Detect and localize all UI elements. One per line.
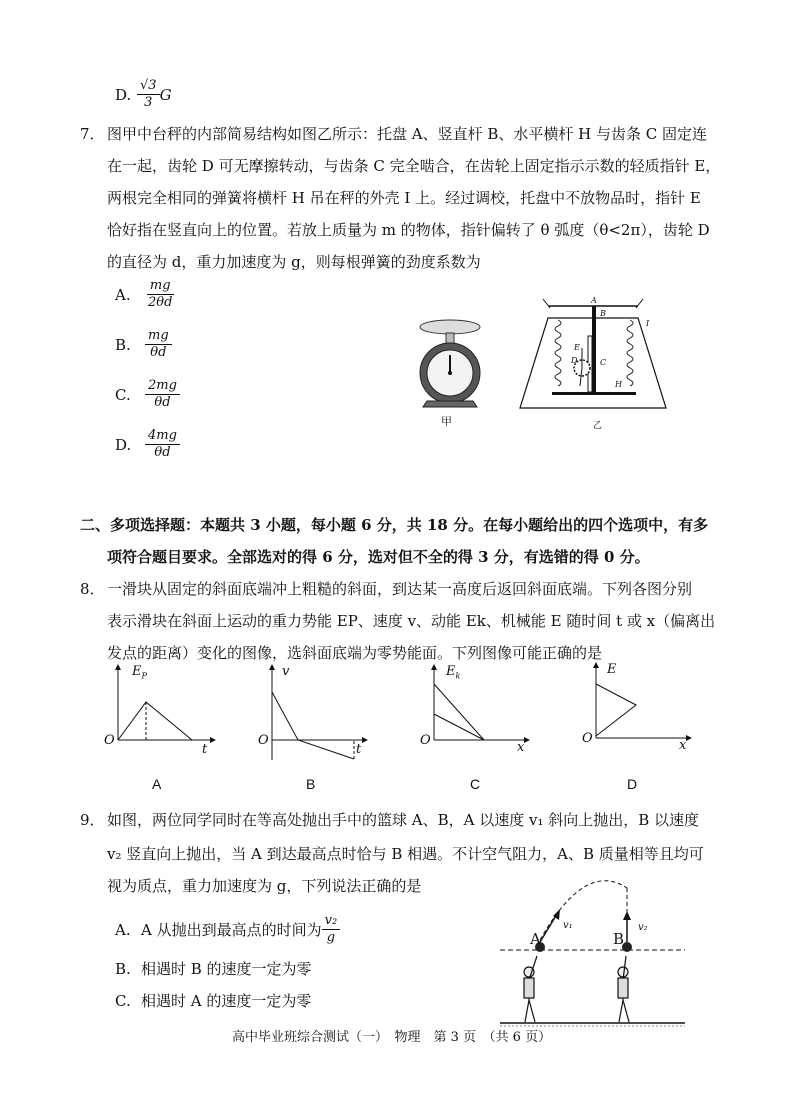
fig-letter-i: I — [646, 319, 650, 328]
graph-a-ylabel — [132, 664, 147, 681]
fig-v1-label: v₁ — [563, 920, 573, 931]
q9-option-b — [115, 958, 312, 979]
fraction-denominator: 3 — [144, 95, 153, 110]
scale-figure-yi — [508, 296, 678, 416]
option-label: C. — [115, 991, 131, 1010]
fraction-numerator: mg — [145, 328, 172, 345]
q7-number: 7． — [80, 125, 105, 143]
fig-letter-b: B — [600, 309, 606, 318]
fraction-denominator: θd — [150, 345, 167, 360]
q9-line-3: 视为质点，重力加速度为 g，下列说法正确的是 — [107, 877, 422, 895]
fig-letter-h: H — [615, 380, 622, 389]
graph-c-ylabel — [446, 664, 460, 681]
fraction-numerator: 4mg — [145, 428, 180, 445]
fig-jia-label: 甲 — [441, 415, 452, 428]
section-2-header-line-2: 项符合题目要求。全部选对的得 6 分，选对但不全的得 3 分，有选错的得 0 分。 — [107, 548, 650, 566]
fraction-numerator: mg — [147, 278, 174, 295]
q9-line-1: 如图，两位同学同时在等高处抛出手中的篮球 A、B，A 以速度 v₁ 斜向上抛出，B 以速度 — [107, 811, 700, 829]
option-label: C. — [115, 385, 131, 404]
q8-line-3: 发点的距离）变化的图像，选斜面底端为零势能面。下列图像可能正确的是 — [107, 644, 603, 662]
section-2-header-line-1: 二、多项选择题：本题共 3 小题，每小题 6 分，共 18 分。在每小题给出的四个选项中，有多 — [80, 516, 709, 534]
q7-option-d — [115, 428, 180, 461]
option-label: B. — [115, 335, 131, 354]
graph-b-origin: O — [258, 733, 269, 748]
fig-letter-e: E — [574, 343, 580, 352]
graph-c-origin: O — [420, 733, 431, 748]
graph-b-xlabel: t — [356, 742, 362, 757]
graph-a-origin: O — [104, 733, 115, 748]
q7-option-c — [115, 378, 180, 411]
fig-v2-label: v₂ — [638, 922, 648, 933]
q8-line-2: 表示滑块在斜面上运动的重力势能 EP、速度 v、动能 Ek、机械能 E 随时间 t 或 x（偏离出 — [107, 612, 716, 630]
q7-line-1: 图甲中台秤的内部简易结构如图乙所示：托盘 A、竖直杆 B、水平横杆 H 与齿条 C 固定连 — [107, 125, 708, 143]
ylabel-sub: k — [455, 671, 461, 681]
graph-d-origin: O — [582, 731, 593, 746]
fraction — [145, 328, 172, 361]
fraction-denominator: θd — [154, 445, 171, 460]
graph-a-caption: A — [152, 776, 162, 792]
graph-d-ylabel: E — [607, 662, 617, 677]
ylabel: E — [132, 664, 142, 679]
graph-b-ylabel: v — [282, 664, 290, 679]
fraction — [145, 278, 175, 311]
q9-line-2: v₂ 竖直向上抛出，当 A 到达最高点时恰与 B 相遇。不计空气阻力，A、B 质量相等且均可 — [107, 845, 704, 863]
graph-c-caption: C — [470, 776, 481, 792]
option-label: A. — [115, 285, 131, 304]
q7-option-a — [115, 278, 175, 311]
ylabel-sub: P — [141, 671, 147, 681]
graph-a-xlabel: t — [202, 742, 208, 757]
fraction — [145, 428, 180, 461]
fig-ball-a-label: A — [530, 930, 541, 948]
q7-line-2: 在一起，齿轮 D 可无摩擦转动，与齿条 C 完全啮合，在齿轮上固定指示示数的轻质指针 E， — [107, 157, 721, 175]
q8-number: 8． — [80, 580, 105, 598]
option-text: 相遇时 A 的速度一定为零 — [141, 992, 312, 1010]
fig-letter-c: C — [600, 358, 607, 367]
fraction — [322, 913, 341, 946]
option-label: B. — [115, 959, 131, 978]
graph-d-xlabel: x — [679, 738, 687, 753]
fraction-denominator: θd — [154, 395, 171, 410]
fig-ball-b-label: B — [613, 930, 625, 948]
fraction — [145, 378, 180, 411]
graph-c-xlabel: x — [517, 740, 525, 755]
q9-number: 9． — [80, 811, 105, 829]
fraction-denominator: g — [326, 930, 336, 945]
q6-option-d — [115, 78, 172, 111]
q9-option-c — [115, 990, 311, 1011]
fig-yi-label: 乙 — [593, 421, 603, 431]
fraction-numerator: v₂ — [322, 913, 341, 930]
option-text: A 从抛出到最高点的时间为 — [141, 921, 322, 939]
basketball-figure — [495, 880, 690, 1030]
q7-line-4: 恰好指在竖直向上的位置。若放上质量为 m 的物体，指针偏转了 θ 弧度（θ<2π），齿轮 D — [107, 221, 710, 239]
ylabel: E — [446, 664, 456, 679]
q7-line-5: 的直径为 d，重力加速度为 g，则每根弹簧的劲度系数为 — [107, 253, 481, 271]
q9-option-a — [115, 913, 340, 946]
variable: G — [159, 85, 172, 104]
fig-letter-a: A — [591, 296, 597, 305]
q7-line-3: 两根完全相同的弹簧将横杆 H 吊在秤的外壳 I 上。经过调校，托盘中不放物品时，指针 E — [107, 189, 701, 207]
graph-d-caption: D — [627, 776, 638, 792]
fraction — [137, 78, 160, 111]
option-text: 相遇时 B 的速度一定为零 — [141, 960, 312, 978]
q7-option-b — [115, 328, 172, 361]
q8-line-1: 一滑块从固定的斜面底端冲上粗糙的斜面，到达某一高度后返回斜面底端。下列各图分别 — [107, 580, 693, 598]
option-label: A. — [115, 920, 131, 939]
option-label: D. — [115, 435, 132, 454]
page-footer: 高中毕业班综合测试（一） 物理 第 3 页 （共 6 页） — [232, 1030, 552, 1045]
option-label: D. — [115, 85, 132, 104]
graph-b-caption: B — [306, 776, 316, 792]
fig-letter-d: D — [571, 356, 578, 365]
fraction-numerator: √3 — [137, 78, 160, 95]
fraction-numerator: 2mg — [145, 378, 180, 395]
fraction-denominator: 2θd — [148, 295, 173, 310]
